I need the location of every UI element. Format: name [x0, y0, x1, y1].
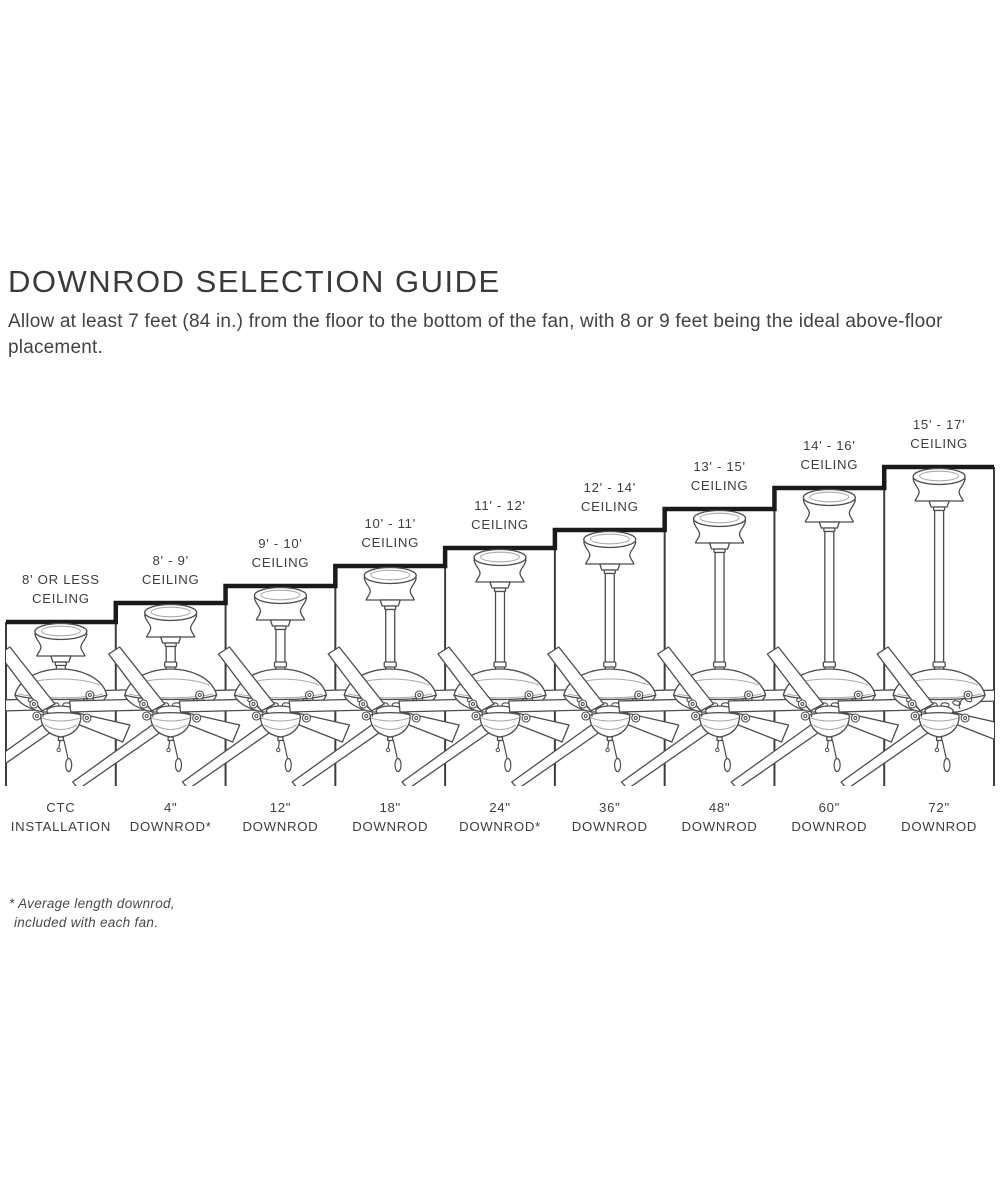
ceiling-word: CEILING — [800, 456, 859, 472]
footnote — [9, 894, 175, 932]
ceiling-range: 15' - 17' — [912, 417, 966, 432]
downrod-word: DOWNROD — [242, 818, 319, 834]
ceiling-height-label — [116, 552, 226, 589]
ceiling-range: 12' - 14' — [583, 480, 636, 495]
ceiling-range: 10' - 11' — [364, 516, 416, 531]
downrod-word: DOWNROD — [901, 818, 978, 834]
downrod-size-label — [884, 799, 994, 836]
downrod-word: INSTALLATION — [10, 818, 111, 834]
ceiling-word: CEILING — [32, 590, 90, 606]
downrod-size: 24" — [489, 800, 511, 815]
downrod-size: 4" — [163, 800, 178, 815]
ceiling-word: CEILING — [141, 571, 200, 587]
downrod-word: DOWNROD* — [459, 818, 541, 834]
downrod-size-label — [6, 799, 116, 836]
ceiling-height-label — [226, 535, 336, 572]
ceiling-word: CEILING — [251, 554, 310, 570]
ceiling-range: 8' OR LESS — [22, 572, 100, 587]
downrod-size-label — [335, 799, 445, 836]
ceiling-range: 11' - 12' — [474, 498, 526, 513]
footnote-line1: * Average length downrod, — [9, 896, 175, 911]
ceiling-range: 14' - 16' — [803, 438, 856, 453]
ceiling-word: CEILING — [910, 435, 968, 451]
downrod-size: CTC — [46, 800, 76, 815]
downrod-size: 18" — [379, 800, 401, 815]
downrod-size-label — [665, 799, 775, 836]
ceiling-fan — [838, 469, 1000, 790]
downrod-size: 36" — [599, 800, 621, 815]
downrod-word: DOWNROD* — [129, 818, 212, 834]
downrod-size: 60" — [818, 800, 841, 815]
intro-text: Allow at least 7 feet (84 in.) from the floor to the bottom of the fan, with 8 or 9 feet being the ideal above-floor placement. — [8, 311, 943, 358]
downrod-word: DOWNROD — [352, 818, 429, 834]
downrod-size-label — [445, 799, 555, 836]
ceiling-word: CEILING — [580, 498, 639, 514]
ceiling-range: 9' - 10' — [258, 536, 303, 551]
diagram-illustration — [0, 430, 1000, 790]
downrod-size-label — [226, 799, 336, 836]
downrod-size: 48" — [708, 800, 731, 815]
ceiling-height-label — [335, 515, 445, 552]
downrod-size-label — [116, 799, 226, 836]
downrod-word: DOWNROD — [681, 818, 758, 834]
downrod-size: 72" — [928, 800, 950, 815]
downrod-size: 12" — [269, 800, 292, 815]
footnote-line2: included with each fan. — [14, 915, 159, 930]
ceiling-height-label — [6, 571, 116, 608]
ceiling-height-label — [665, 458, 775, 495]
page-title: DOWNROD SELECTION GUIDE — [8, 264, 501, 299]
downrod-word: DOWNROD — [791, 818, 868, 834]
ceiling-height-label — [445, 497, 555, 534]
ceiling-range: 8' - 9' — [152, 553, 189, 568]
downrod-size-label — [774, 799, 884, 836]
ceiling-word: CEILING — [361, 534, 420, 550]
downrod-word: DOWNROD — [571, 818, 648, 834]
ceiling-range: 13' - 15' — [693, 459, 746, 474]
downrod-size-label — [555, 799, 665, 836]
ceiling-word: CEILING — [690, 477, 749, 493]
ceiling-height-label — [884, 416, 994, 453]
ceiling-word: CEILING — [471, 516, 529, 532]
ceiling-height-label — [774, 437, 884, 474]
ceiling-height-label — [555, 479, 665, 516]
